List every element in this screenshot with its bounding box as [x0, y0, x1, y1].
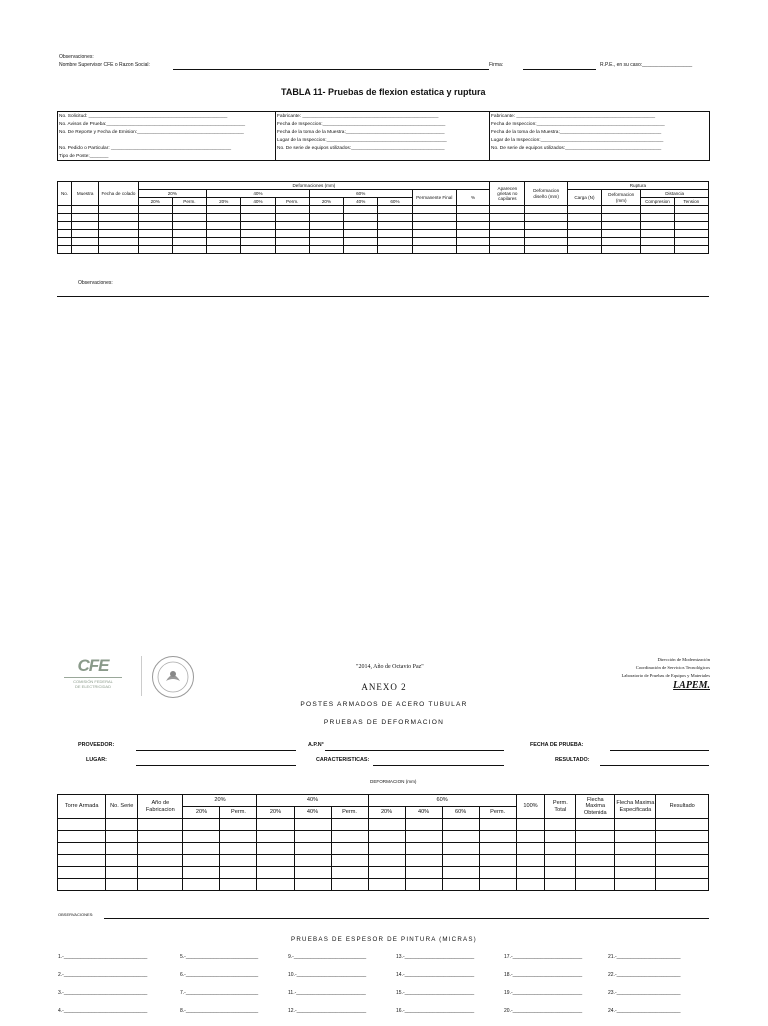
cfe-logo-text: CFE [77, 656, 109, 675]
sub-perm: Perm. [220, 807, 257, 819]
col-flecha-especificada: Flecha Maxima Especificada [615, 795, 656, 819]
supervisor-line[interactable] [173, 69, 489, 70]
espesor-entry[interactable]: 10.-_________________________ [288, 972, 367, 978]
fecha-prueba-line[interactable] [610, 750, 709, 751]
inspection-info-box [57, 111, 710, 161]
col-carga: Carga (N) [567, 190, 601, 206]
observaciones-bottom-label: Observaciones: [78, 280, 113, 286]
lugar-label: LUGAR: [86, 757, 107, 763]
espesor-entry[interactable]: 13.-_________________________ [396, 954, 475, 960]
info-cell[interactable] [490, 152, 710, 161]
observaciones2-label: OBSERVACIONES: [58, 912, 94, 917]
info-cell[interactable]: Fabricante: ____________________________________________________ [490, 112, 710, 121]
espesor-entry[interactable]: 1.-______________________________ [58, 954, 148, 960]
info-cell[interactable]: Lugar de la Inspeccion:_____________________________________________ [276, 136, 490, 144]
resultado-line[interactable] [600, 765, 709, 766]
sub-40: 40% [241, 198, 275, 206]
apn-label: A.P.N° [308, 742, 324, 748]
col-pct: % [456, 190, 489, 206]
col-deformaciones: Deformaciones (mm) [138, 182, 490, 190]
sub-20: 20% [183, 807, 220, 819]
cfe-logo-sub2: DE ELECTRICIDAD [74, 684, 111, 689]
espesor-row [58, 954, 718, 972]
sub-20: 20% [257, 807, 294, 819]
info-cell[interactable]: Fecha de la toma de la Muestra:______________________________________ [490, 128, 710, 136]
espesor-entry[interactable]: 7.-__________________________ [180, 990, 259, 996]
info-cell[interactable]: No. De serie de equipos utilizados:____________________________________ [490, 144, 710, 152]
deformacion-mm-label: DEFORMACION (mm) [370, 779, 417, 784]
col-ruptura: Ruptura [567, 182, 708, 190]
info-cell[interactable]: No. De Reporte y Fecha de Emision:________________________________________ [58, 128, 276, 136]
sub-compresion: Compresion [641, 198, 674, 206]
sub-40: 40% [344, 198, 378, 206]
observaciones-label: Observaciones: [59, 54, 94, 60]
col-60: 60% [309, 190, 412, 198]
col-flecha-obtenida: Flecha Maxima Obtenida [576, 795, 615, 819]
firma-label: Firma: [489, 62, 504, 68]
col-20: 20% [138, 190, 207, 198]
supervisor-label: Nombre Supervisor CFE o Razon Social: [59, 62, 150, 68]
espesor-entry[interactable]: 19.-_________________________ [504, 990, 583, 996]
right-header-line3: Laboratorio de Pruebas de Equipos y Materiales [621, 673, 710, 678]
info-cell[interactable]: Fecha de la toma de la Muestra:_____________________________________ [276, 128, 490, 136]
sub-perm: Perm. [275, 198, 309, 206]
col-no-serie: No. Serie [106, 795, 138, 819]
col-muestra: Muestra [72, 182, 99, 206]
sub-tension: Tension [674, 198, 708, 206]
espesor-entry[interactable]: 3.-______________________________ [58, 990, 148, 996]
proveedor-line[interactable] [136, 750, 296, 751]
col-100: 100% [516, 795, 545, 819]
info-cell[interactable]: Fecha de Inspeccion:______________________________________________ [276, 120, 490, 128]
observaciones2-line[interactable] [104, 918, 709, 919]
lugar-line[interactable] [136, 765, 296, 766]
caracteristicas-line[interactable] [373, 765, 504, 766]
col-20: 20% [183, 795, 257, 807]
sub-40: 40% [405, 807, 442, 819]
subtitle-deformacion: PRUEBAS DE DEFORMACION [323, 719, 445, 726]
espesor-entry[interactable]: 11.-_________________________ [288, 990, 366, 996]
info-cell[interactable]: Fabricante: ___________________________________________________ [276, 112, 490, 121]
info-cell[interactable]: Tipo de Poste:_______ [58, 152, 276, 161]
col-fecha-colado: Fecha de colado [99, 182, 138, 206]
sub-40: 40% [294, 807, 331, 819]
col-60: 60% [368, 795, 516, 807]
proveedor-label: PROVEEDOR: [78, 742, 115, 748]
espesor-entry[interactable]: 5.-__________________________ [180, 954, 259, 960]
espesor-entry[interactable]: 8.-__________________________ [180, 1008, 259, 1014]
espesor-entry[interactable]: 14.-_________________________ [396, 972, 475, 978]
col-resultado: Resultado [656, 795, 709, 819]
info-cell[interactable]: No. De serie de equipos utilizados:___________________________________ [276, 144, 490, 152]
lapem-logo: LAPEM. [673, 680, 710, 691]
sub-perm: Perm. [331, 807, 368, 819]
espesor-entry[interactable]: 22.-_______________________ [608, 972, 681, 978]
col-perm-total: Perm. Total [545, 795, 576, 819]
espesor-entry[interactable]: 16.-_________________________ [396, 1008, 475, 1014]
sub-20: 20% [138, 198, 172, 206]
right-header-line1: Dirección de Modernización [657, 657, 710, 662]
firma-line[interactable] [523, 69, 596, 70]
right-header-line2: Coordinación de Servicios Tecnológicos [635, 665, 710, 670]
info-cell[interactable]: No. Pedido o Particular: _____________________________________________ [58, 144, 276, 152]
sub-20: 20% [309, 198, 343, 206]
col-40: 40% [207, 190, 310, 198]
espesor-row [58, 1008, 718, 1026]
col-ano-fabricacion: Año de Fabricacion [138, 795, 183, 819]
subtitle-postes: POSTES ARMADOS DE ACERO TUBULAR [300, 701, 468, 708]
col-40: 40% [257, 795, 368, 807]
sub-20: 20% [368, 807, 405, 819]
resultado-label: RESULTADO: [555, 757, 590, 763]
espesor-entry[interactable]: 18.-_________________________ [504, 972, 583, 978]
apn-line[interactable] [325, 750, 504, 751]
col-permanente-final: Permanente Final [412, 190, 456, 206]
col-deformacion-mm: Deformacion (mm) [602, 190, 641, 206]
info-cell[interactable]: No. Solicitud: ____________________________________________________ [58, 112, 276, 121]
espesor-entry[interactable]: 2.-______________________________ [58, 972, 148, 978]
info-cell[interactable] [276, 152, 490, 161]
sub-60: 60% [378, 198, 412, 206]
sub-60: 60% [442, 807, 479, 819]
col-torre-armada: Torre Armada [58, 795, 106, 819]
motto: "2014, Año de Octavio Paz" [356, 664, 424, 670]
col-no: No. [58, 182, 72, 206]
col-distancia: Distancia [641, 190, 709, 198]
col-deformacion-diseno: Deformacion diseño (mm) [525, 182, 567, 206]
caracteristicas-label: CARACTERISTICAS: [316, 757, 370, 763]
espesor-title: PRUEBAS DE ESPESOR DE PINTURA (MICRAS) [291, 936, 477, 943]
sub-20: 20% [207, 198, 241, 206]
info-cell[interactable] [58, 136, 276, 144]
espesor-row [58, 990, 718, 1008]
flexion-table [57, 181, 709, 254]
espesor-entry[interactable]: 24.-_______________________ [608, 1008, 681, 1014]
sub-perm: Perm. [479, 807, 516, 819]
espesor-row [58, 972, 718, 990]
espesor-entry[interactable]: 23.-_______________________ [608, 990, 681, 996]
espesor-entry[interactable]: 20.-_________________________ [504, 1008, 583, 1014]
espesor-entry[interactable]: 15.-_________________________ [396, 990, 475, 996]
sub-perm: Perm. [172, 198, 206, 206]
deformacion-table [57, 794, 709, 891]
rpe-label: R.P.E., en su caso:__________________ [600, 62, 693, 68]
info-cell[interactable]: No. Avisos de Prueba:____________________________________________________ [58, 120, 276, 128]
espesor-grid [58, 954, 718, 1026]
info-cell[interactable]: Fecha de Inspeccion:________________________________________________ [490, 120, 710, 128]
espesor-entry[interactable]: 17.-_________________________ [504, 954, 583, 960]
table11-title: TABLA 11- Pruebas de flexion estatica y ruptura [281, 87, 486, 97]
col-aparecen-grietas: Aparecen grietas no capilares [490, 182, 525, 206]
espesor-entry[interactable]: 4.-______________________________ [58, 1008, 148, 1014]
cfe-logo-sub1: COMISIÓN FEDERAL [73, 679, 113, 684]
espesor-entry[interactable]: 21.-_______________________ [608, 954, 681, 960]
observaciones-line[interactable] [57, 296, 709, 297]
espesor-entry[interactable]: 6.-__________________________ [180, 972, 259, 978]
info-cell[interactable]: Lugar de la Inspeccion:______________________________________________ [490, 136, 710, 144]
anexo-title: ANEXO 2 [361, 682, 407, 692]
espesor-entry[interactable]: 9.-__________________________ [288, 954, 367, 960]
espesor-entry[interactable]: 12.-_________________________ [288, 1008, 367, 1014]
fecha-prueba-label: FECHA DE PRUEBA: [530, 742, 584, 748]
